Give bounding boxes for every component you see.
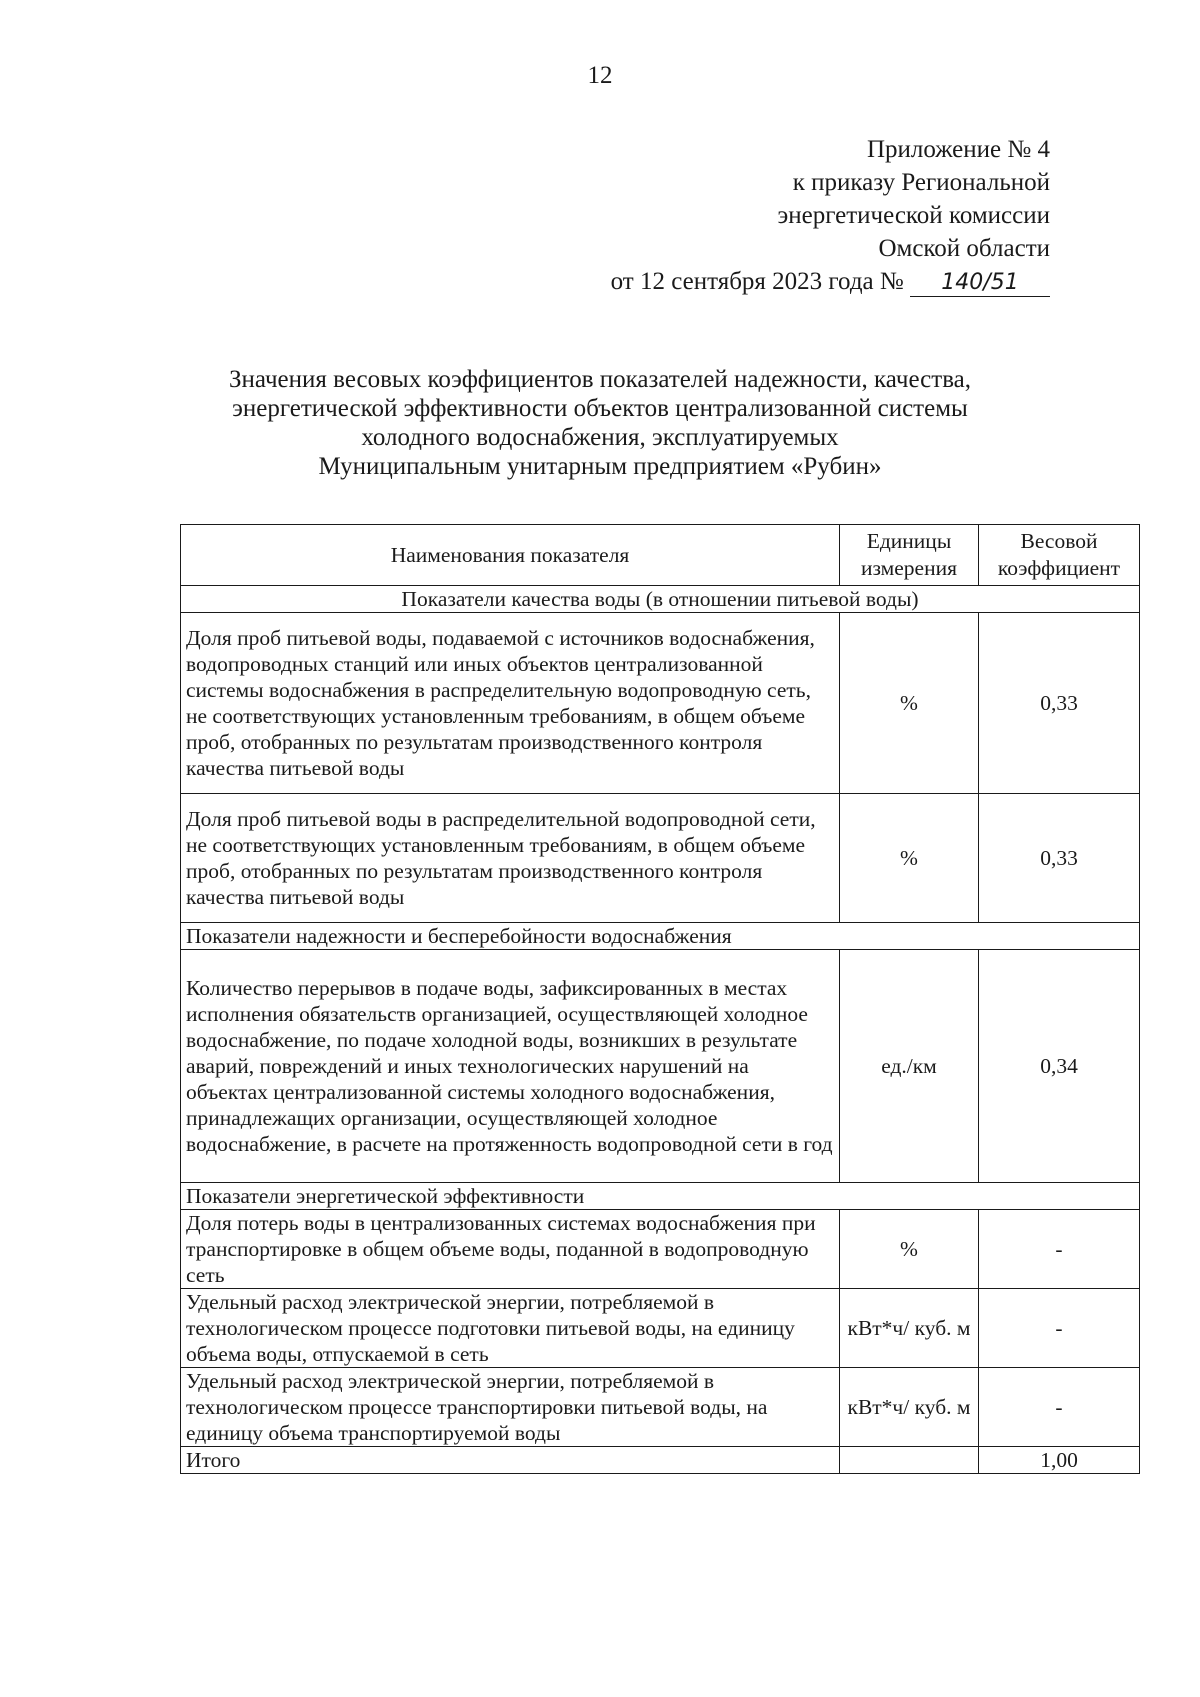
indicator-name: Доля проб питьевой воды в распределительной водопроводной сети, не соответствующих установленным требованиям, в общем объеме проб, отобранных по результатам производственного контроля качества питьевой воды <box>181 794 840 923</box>
indicator-weight: - <box>979 1289 1140 1368</box>
table-row <box>181 794 1140 923</box>
indicator-unit: ед./км <box>840 950 979 1183</box>
appendix-line: Приложение № 4 <box>866 136 1050 163</box>
appendix-line: к приказу Региональной <box>792 169 1050 196</box>
coefficients-table <box>180 524 1140 1474</box>
header-unit: Единицы измерения <box>840 525 979 586</box>
table-row <box>181 613 1140 794</box>
appendix-header <box>450 133 1050 298</box>
title-line: холодного водоснабжения, эксплуатируемых <box>361 424 839 451</box>
indicator-weight: - <box>979 1368 1140 1447</box>
appendix-date: от 12 сентября 2023 года № <box>610 268 904 295</box>
header-name: Наименования показателя <box>181 525 840 586</box>
title-line: Муниципальным унитарным предприятием «Рубин» <box>318 453 882 480</box>
table-row <box>181 950 1140 1183</box>
table-row <box>181 1289 1140 1368</box>
indicator-name: Удельный расход электрической энергии, потребляемой в технологическом процессе подготовки питьевой воды, на единицу объема воды, отпускаемой в сеть <box>181 1289 840 1368</box>
total-label: Итого <box>181 1447 840 1474</box>
order-number-handwritten: 140/51 <box>910 270 1050 297</box>
indicator-weight: 0,34 <box>979 950 1140 1183</box>
indicator-unit: % <box>840 1210 979 1289</box>
page-number: 12 <box>587 62 613 89</box>
section-title-quality: Показатели качества воды (в отношении питьевой воды) <box>181 586 1140 613</box>
section-title-energy: Показатели энергетической эффективности <box>181 1183 1140 1210</box>
total-unit <box>840 1447 979 1474</box>
total-row <box>181 1447 1140 1474</box>
indicator-name: Доля потерь воды в централизованных системах водоснабжения при транспортировке в общем объеме воды, поданной в водопроводную сеть <box>181 1210 840 1289</box>
indicator-unit: кВт*ч/ куб. м <box>840 1368 979 1447</box>
appendix-line: энергетической комиссии <box>777 202 1050 229</box>
table-header-row <box>181 525 1140 586</box>
appendix-line: Омской области <box>878 235 1050 262</box>
section-title-reliability: Показатели надежности и бесперебойности водоснабжения <box>181 923 1140 950</box>
indicator-unit: % <box>840 613 979 794</box>
section-row-quality <box>181 586 1140 613</box>
indicator-name: Количество перерывов в подаче воды, зафиксированных в местах исполнения обязательств организацией, осуществляющей холодное водоснабжение, по подаче холодной воды, возникших в результате аварий, повреждений и иных технологических нарушений на объектах централизованной системы холодного водоснабжения, принадлежащих организации, осуществляющей холодное водоснабжение, в расчете на протяженность водопроводной сети в год <box>181 950 840 1183</box>
indicator-name: Удельный расход электрической энергии, потребляемой в технологическом процессе транспортировки питьевой воды, на единицу объема транспортируемой воды <box>181 1368 840 1447</box>
title-line: энергетической эффективности объектов централизованной системы <box>232 395 968 422</box>
indicator-unit: кВт*ч/ куб. м <box>840 1289 979 1368</box>
document-title <box>150 365 1050 481</box>
table-row <box>181 1368 1140 1447</box>
total-weight: 1,00 <box>979 1447 1140 1474</box>
title-line: Значения весовых коэффициентов показателей надежности, качества, <box>228 366 972 393</box>
section-row-energy <box>181 1183 1140 1210</box>
indicator-unit: % <box>840 794 979 923</box>
indicator-name: Доля проб питьевой воды, подаваемой с источников водоснабжения, водопроводных станций или иных объектов централизованной системы водоснабжения в распределительную водопроводную сеть, не соответствующих установленным требованиям, в общем объеме проб, отобранных по результатам производственного контроля качества питьевой воды <box>181 613 840 794</box>
indicator-weight: - <box>979 1210 1140 1289</box>
section-row-reliability <box>181 923 1140 950</box>
table-row <box>181 1210 1140 1289</box>
indicator-weight: 0,33 <box>979 794 1140 923</box>
appendix-date-line <box>450 265 1050 298</box>
indicator-weight: 0,33 <box>979 613 1140 794</box>
header-weight: Весовой коэффициент <box>979 525 1140 586</box>
